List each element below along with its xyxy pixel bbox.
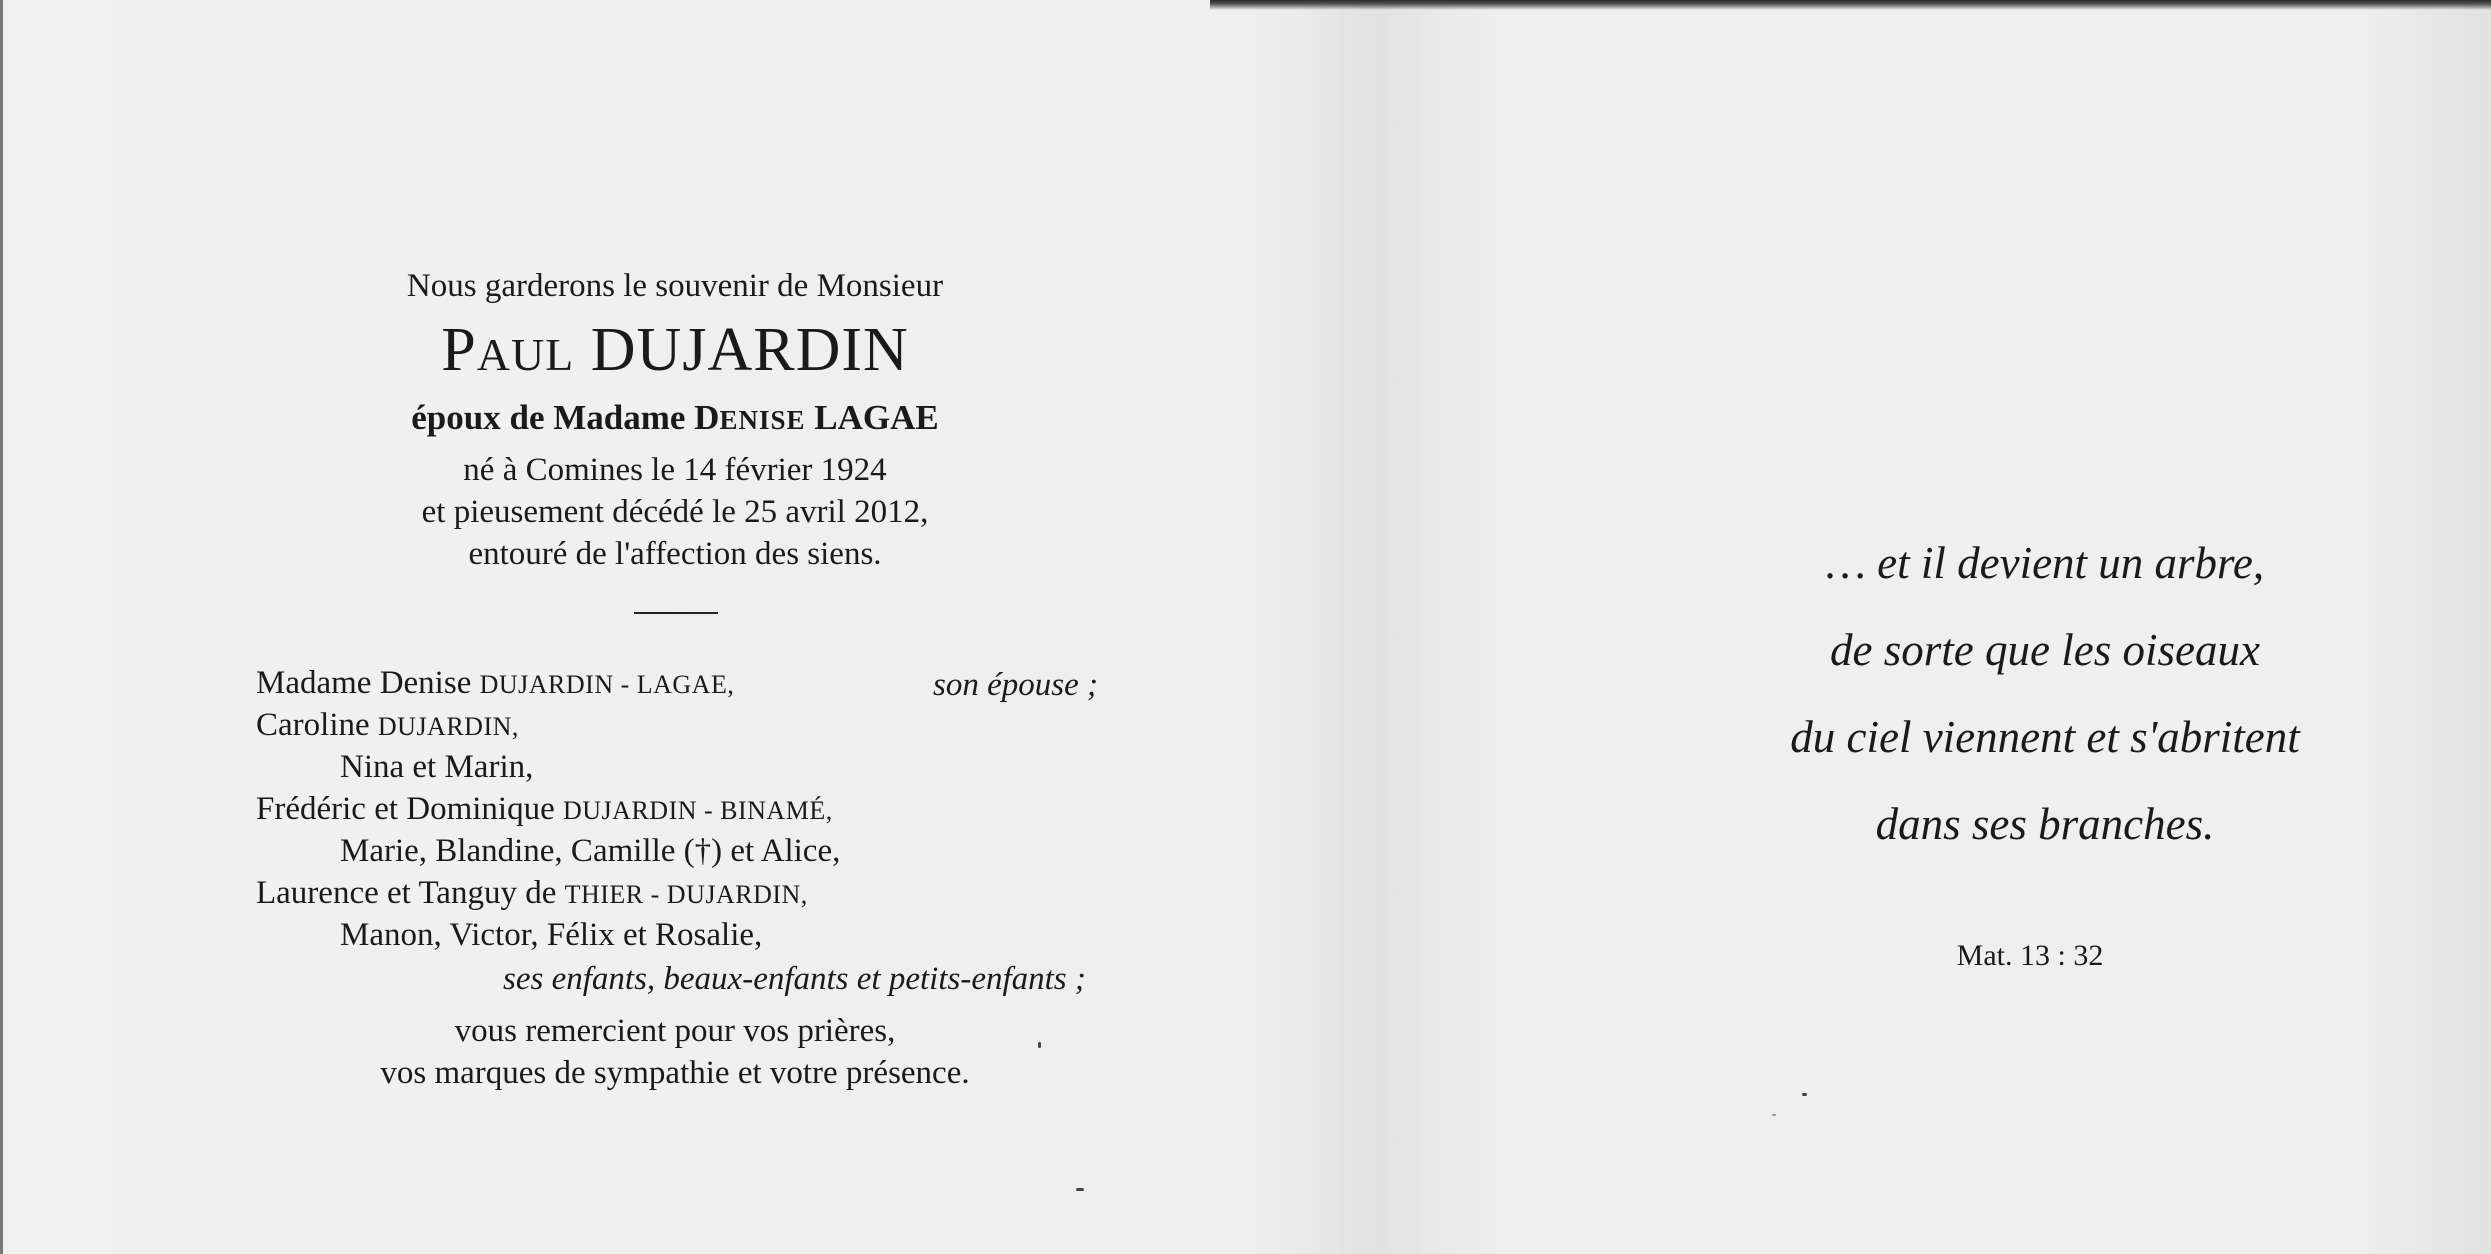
- birth-line: né à Comines le 14 février 1924: [463, 452, 887, 488]
- thanks-block: [250, 1010, 1100, 1094]
- role-children: ses enfants, beaux-enfants et petits-enfants ;: [503, 961, 1086, 997]
- death-line: et pieusement décédé le 25 avril 2012,: [421, 494, 929, 530]
- first-name-rest: AUL: [476, 329, 575, 380]
- spouse-last-name: LAGAE: [814, 398, 939, 437]
- thanks-line-1: vous remercient pour vos prières,: [454, 1013, 896, 1049]
- family-line-grandchildren-1: Nina et Marin,: [340, 749, 534, 785]
- family-surname: DUJARDIN - BINAMÉ,: [563, 796, 833, 825]
- scan-speck: [1772, 1114, 1776, 1116]
- family-given-names: Frédéric et Dominique: [256, 791, 555, 827]
- family-line-laurence: [256, 872, 808, 916]
- family-line-caroline: [256, 704, 519, 748]
- scan-speck: [1076, 1188, 1084, 1191]
- divider-rule: [634, 612, 718, 614]
- role-spouse: son épouse ;: [933, 667, 1098, 703]
- spouse-line: [250, 395, 1100, 443]
- spouse-first-rest: ENISE: [719, 405, 806, 435]
- verse-line-2: de sorte que les oiseaux: [1830, 625, 2260, 675]
- family-given-names: Laurence et Tanguy de: [256, 875, 557, 911]
- right-page-shadow: [2351, 0, 2491, 1254]
- affection-line: entouré de l'affection des siens.: [468, 536, 882, 572]
- scan-speck: [1802, 1093, 1807, 1096]
- last-name: DUJARDIN: [590, 316, 909, 384]
- family-given-names: Caroline: [256, 707, 370, 743]
- family-surname: DUJARDIN - LAGAE,: [479, 670, 735, 699]
- scan-speck: [1038, 1042, 1041, 1048]
- family-surname: THIER - DUJARDIN,: [564, 880, 808, 909]
- verse-line-3: du ciel viennent et s'abritent: [1790, 712, 2300, 762]
- intro-line: Nous garderons le souvenir de Monsieur: [406, 268, 944, 304]
- family-surname: DUJARDIN,: [377, 712, 519, 741]
- verse-line-4: dans ses branches.: [1875, 799, 2215, 849]
- family-line-grandchildren-2: Marie, Blandine, Camille (†) et Alice,: [340, 833, 841, 869]
- left-edge: [0, 0, 3, 1254]
- deceased-name: [250, 310, 1100, 395]
- first-name-initial: P: [441, 316, 477, 384]
- family-line-grandchildren-3: Manon, Victor, Félix et Rosalie,: [340, 917, 763, 953]
- verse-line-1: … et il devient un arbre,: [1825, 538, 2265, 588]
- top-edge-shadow: [1210, 0, 2491, 10]
- family-given-names: Madame Denise: [256, 665, 472, 701]
- family-line-spouse: [256, 662, 734, 706]
- family-line-frederic: [256, 788, 833, 832]
- verse-reference: Mat. 13 : 32: [1956, 939, 2104, 972]
- center-fold: [1290, 0, 1490, 1254]
- spouse-first-initial: D: [694, 398, 720, 437]
- bible-verse: [1730, 520, 2360, 868]
- thanks-line-2: vos marques de sympathie et votre présence.: [380, 1055, 970, 1091]
- life-dates: [250, 449, 1100, 575]
- spouse-prefix: époux de Madame: [411, 398, 686, 437]
